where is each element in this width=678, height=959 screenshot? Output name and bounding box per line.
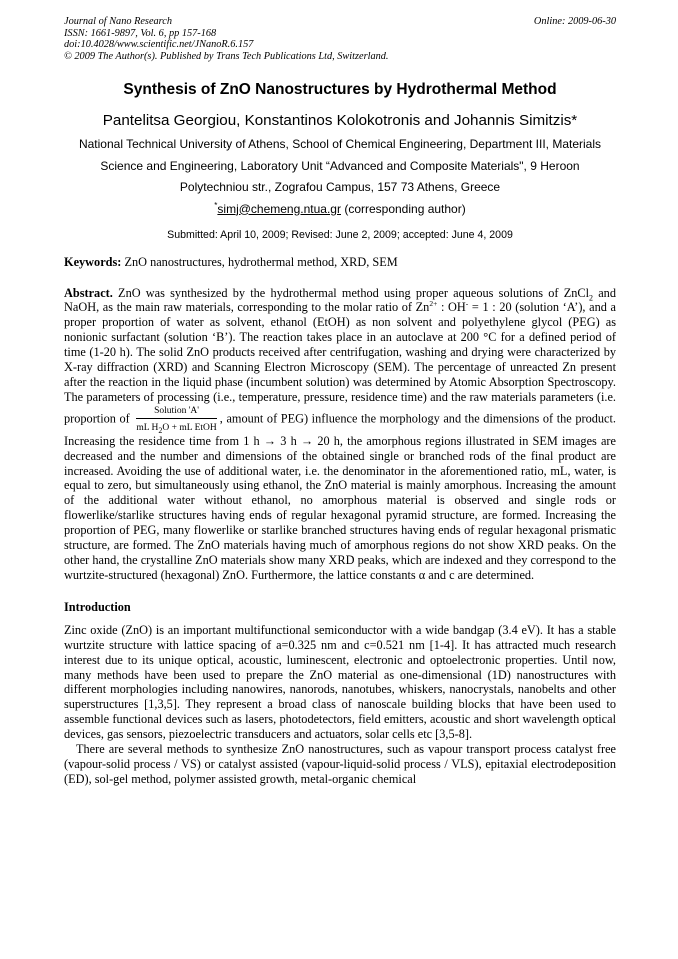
submission-dates: Submitted: April 10, 2009; Revised: June 2, 2009; accepted: June 4, 2009 (167, 228, 513, 241)
abstract-paragraph (64, 286, 616, 583)
superscript: 2+ (429, 299, 438, 309)
denominator-text: O + mL EtOH (162, 422, 217, 433)
introduction-body (64, 623, 616, 787)
journal-header-row (64, 16, 616, 28)
ratio-fraction (136, 405, 216, 434)
abstract-label: Abstract. (64, 285, 113, 300)
fraction-numerator: Solution 'A' (136, 405, 216, 419)
superscript: - (465, 299, 469, 309)
abstract-text: ZnO was synthesized by the hydrothermal method using proper aqueous solutions of ZnCl (112, 285, 590, 300)
affiliation-line: Science and Engineering, Laboratory Unit “Advanced and Composite Materials", 9 Heroon (100, 158, 580, 173)
paper-page (64, 16, 616, 787)
abstract-text: = 1 : 20 (solution ‘A’), and a proper proportion of water as solvent, ethanol (EtOH) as non solvent and polyethylene glycol (PEG) as nonionic surfactant (solution ‘B’). The reaction takes place in an autoclave at 200 °C for a defined period of time (1-20 h). The solid ZnO products received after centrifugation, washing and drying were characterized by X-ray diffraction (XRD) and Scanning Electron Microscopy (SEM). The percentage of unreacted Zn present after the reaction in the liquid phase (incumbent solution) was determined by Atomic Absorption Spectroscopy. The parameters of processing (i.e., temperature, pressure, residence time) and the raw materials parameters (i.e. proportion of (64, 300, 617, 426)
affiliation-line: Polytechniou str., Zografou Campus, 157 73 Athens, Greece (179, 180, 501, 194)
subscript: 2 (589, 292, 594, 302)
intro-paragraph: Zinc oxide (ZnO) is an important multifunctional semiconductor with a wide bandgap (3.4 eV). It has a stable wurtzite structure with lattice spacing of a=0.325 nm and c=0.521 nm [1-4]. It has attracted much research interest due to its unique optical, acoustic, luminescent, electronic and optoelectronic properties. Until now, many methods have been used to prepare the ZnO material as one-dimensional (1D) nanostructures with different morphologies including nanowires, nanorods, nanotubes, whiskers, nanocrystals, nanobelts and other superstructures [1,3,5]. They represent a broad class of nanoscale building blocks that have been used to assemble functional devices such as lasers, photodetectors, field emitters, acoustic and short wavelength optical devices, gas sensors, piezoelectric transducers and actuators, solar cells etc [3,5-8]. (64, 622, 616, 742)
issn-line: ISSN: 1661-9897, Vol. 6, pp 157-168 (64, 27, 217, 39)
email-note: (corresponding author) (340, 201, 466, 216)
journal-name: Journal of Nano Research (64, 16, 173, 27)
keywords-text: ZnO nanostructures, hydrothermal method, XRD, SEM (121, 254, 398, 269)
corresponding-email-line (64, 199, 616, 220)
keywords-line (64, 255, 616, 270)
author-list: Pantelitsa Georgiou, Konstantinos Kolokotronis and Johannis Simitzis* (102, 112, 578, 129)
online-date: Online: 2009-06-30 (533, 16, 616, 27)
introduction-heading: Introduction (64, 599, 131, 614)
corresponding-marker: * (214, 200, 218, 210)
email-link[interactable]: simj@chemeng.ntua.gr (217, 201, 341, 216)
abstract-text: , amount of PEG) influence the morphology and the dimensions of the product. Increasing the residence time from 1 h → 3 h → 20 h, the amorphous regions illustrated in SEM images are decreased and the number and dimensions of the obtained single or branched rods of the final product are increased. Avoiding the use of additional water, i.e. the denominator in the aforementioned ratio, mL, water, is equal to zero, but simultaneously using ethanol, the ZnO material is mainly amorphous. Increasing the amount of the additional water without ethanol, no amorphous material is observed and single rods or flowerlike/starlike structures having ends of regular hexagonal pyramid structure, are formed. Increasing the proportion of PEG, many flowerlike or starlike branched structures having ends of regular hexagonal prismatic structure, are formed. The ZnO materials having much of amorphous regions do not show XRD peaks. On the other hand, the crystalline ZnO materials show many XRD peaks, which are indexed and they correspond to the wurtzite-structured (hexagonal) ZnO. Furthermore, the lattice constants α and c are determined. (64, 411, 616, 582)
doi-line: doi:10.4028/www.scientific.net/JNanoR.6.157 (64, 39, 254, 50)
denominator-text: mL H (136, 422, 159, 433)
subscript: 2 (158, 425, 163, 435)
abstract-text: : OH (437, 300, 466, 315)
fraction-denominator (136, 419, 216, 434)
keywords-label: Keywords: (64, 254, 122, 269)
intro-paragraph: There are several methods to synthesize ZnO nanostructures, such as vapour transport process catalyst free (vapour-solid process / VS) or catalyst assisted (vapour-liquid-solid process / VLS), epitaxial electrodeposition (ED), sol-gel method, polymer assisted growth, metal-organic chemical (64, 742, 616, 786)
abstract-text: and NaOH, as the main raw materials, corresponding to the molar ratio of Zn (64, 285, 616, 315)
affiliation (52, 134, 628, 199)
paper-title: Synthesis of ZnO Nanostructures by Hydrothermal Method (123, 81, 557, 98)
copyright-line: © 2009 The Author(s). Published by Trans Tech Publications Ltd, Switzerland. (64, 50, 389, 62)
affiliation-line: National Technical University of Athens, School of Chemical Engineering, Department III, Materials (78, 137, 602, 151)
